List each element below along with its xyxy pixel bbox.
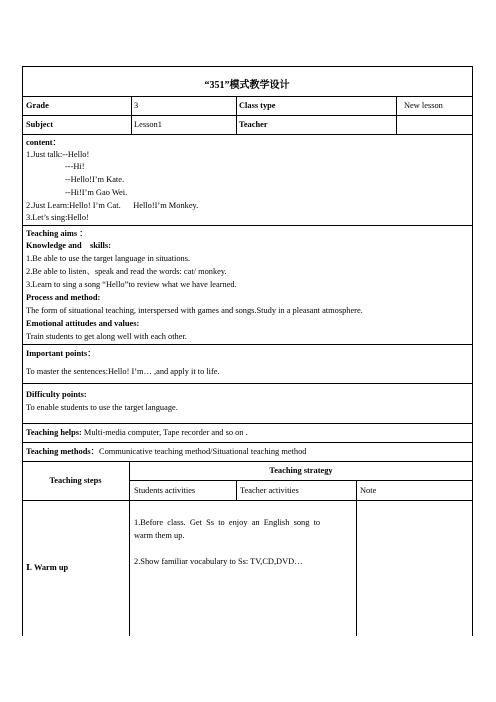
emotional-heading: Emotional attitudes and values:	[26, 319, 140, 328]
important-heading: Important points：	[26, 349, 96, 358]
difficulty-text: To enable students to use the target language.	[26, 403, 178, 412]
content-line: ---Hi!	[65, 162, 85, 171]
content-line: 3.Let’s sing:Hello!	[26, 213, 89, 222]
content-line: 2.Just Learn:Hello! I’m Cat. Hello!I’m Monkey.	[26, 201, 199, 210]
methods-row	[26, 446, 306, 457]
grade-label: Grade	[26, 101, 49, 110]
teaching-steps-header: Teaching steps	[49, 476, 102, 485]
page-title: “351”模式教学设计	[204, 80, 290, 91]
warmup-activity-line: 2.Show familiar vocabulary to Ss: TV,CD,DVD…	[134, 557, 303, 566]
emotional-text: Train students to get along well with each other.	[26, 332, 187, 341]
knowledge-heading: Knowledge and skills:	[26, 241, 111, 250]
students-activities-header: Students activities	[134, 486, 196, 495]
teaching-strategy-header: Teaching strategy	[269, 466, 333, 475]
content-line: --Hi!I’m Gao Wei.	[65, 188, 128, 197]
knowledge-item: 1.Be able to use the target language in situations.	[26, 254, 191, 263]
class-type-label: Class type	[239, 101, 276, 110]
teacher-label: Teacher	[239, 120, 268, 129]
subject-value: Lesson1	[134, 120, 162, 129]
warmup-activity-line: 1.Before class. Get Ss to enjoy an English song to	[134, 518, 321, 527]
warmup-activity-line: warm them up.	[134, 531, 185, 540]
difficulty-heading: Difficulty points:	[26, 390, 87, 399]
note-header: Note	[360, 486, 377, 495]
helps-row	[26, 427, 248, 438]
process-heading: Process and method:	[26, 293, 101, 302]
knowledge-item: 3.Learn to sing a song “Hello”to review what we have learned.	[26, 280, 237, 289]
important-text: To master the sentences:Hello! I’m… ,and apply it to life.	[26, 367, 220, 376]
content-line: --Hello!I’m Kate.	[65, 175, 125, 184]
methods-text: Communicative teaching method/Situational teaching method	[98, 447, 307, 456]
methods-label: Teaching methods：	[26, 447, 99, 456]
grade-value: 3	[134, 101, 139, 110]
helps-text: Multi-media computer, Tape recorder and so on .	[83, 428, 248, 437]
subject-label: Subject	[26, 120, 53, 129]
warmup-step-label: Ⅰ. Warm up	[26, 563, 69, 572]
helps-label: Teaching helps:	[26, 428, 84, 437]
content-line: 1.Just talk:--Hello!	[26, 150, 90, 159]
process-text: The form of situational teaching, interspersed with games and songs.Study in a pleasant atmosphere.	[26, 306, 363, 315]
class-type-value: New lesson	[404, 101, 443, 110]
aims-heading: Teaching aims ：	[26, 229, 88, 238]
content-heading: content：	[26, 138, 61, 147]
knowledge-item: 2.Be able to listen、speak and read the words: cat/ monkey.	[26, 267, 227, 276]
teacher-activities-header: Teacher activities	[240, 486, 299, 495]
